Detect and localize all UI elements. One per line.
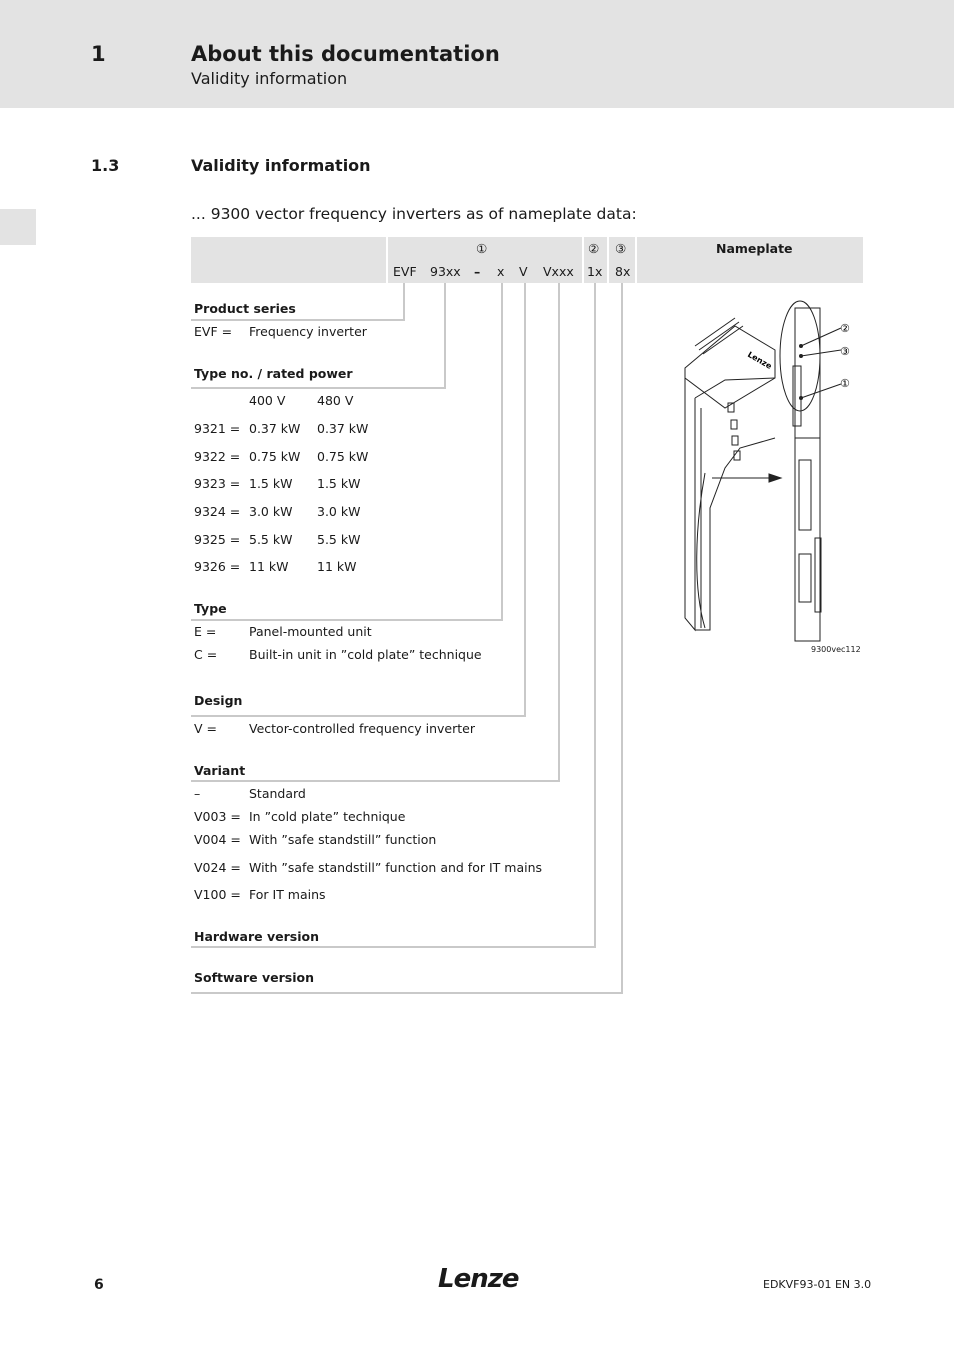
section-rule — [191, 946, 596, 948]
callout-dot — [799, 344, 803, 348]
section-rule — [191, 992, 623, 994]
code-part: x — [497, 264, 505, 279]
type-no-480: 0.75 kW — [317, 449, 369, 464]
type-no-480: 5.5 kW — [317, 532, 361, 547]
code-part: – — [474, 264, 481, 279]
marker-1: ① — [476, 241, 488, 256]
lenze-logo: Lenze — [438, 1264, 519, 1294]
callout-2: ② — [840, 322, 850, 335]
type-no-code: 9326 = — [194, 559, 241, 574]
code-part: 1x — [587, 264, 603, 279]
variant-desc: In ”cold plate” technique — [249, 809, 406, 824]
type-no-400: 3.0 kW — [249, 504, 293, 519]
header-separator — [607, 237, 609, 283]
figure-caption: 9300vec112 — [811, 645, 861, 654]
header-separator — [386, 237, 388, 283]
type-no-480: 11 kW — [317, 559, 357, 574]
callout-3: ③ — [840, 345, 850, 358]
side-tab-marker — [0, 209, 36, 245]
code-part: EVF — [393, 264, 417, 279]
type-no-code: 9325 = — [194, 532, 241, 547]
type-no-400: 5.5 kW — [249, 532, 293, 547]
type-no-code: 9323 = — [194, 476, 241, 491]
section-rule — [191, 715, 526, 717]
type-title: Type — [194, 601, 227, 616]
code-part: V — [519, 264, 528, 279]
marker-3: ③ — [615, 241, 627, 256]
product-series-desc: Frequency inverter — [249, 324, 367, 339]
chapter-subtitle: Validity information — [191, 69, 348, 88]
section-title: Validity information — [191, 156, 371, 175]
type-no-480: 3.0 kW — [317, 504, 361, 519]
section-intro: ... 9300 vector frequency inverters as of nameplate data: — [191, 205, 637, 223]
product-series-title: Product series — [194, 301, 296, 316]
type-no-code: 9321 = — [194, 421, 241, 436]
type-no-480: 0.37 kW — [317, 421, 369, 436]
variant-code: V100 = — [194, 887, 241, 902]
type-no-code: 9324 = — [194, 504, 241, 519]
code-part: Vxxx — [543, 264, 574, 279]
type-no-400: 1.5 kW — [249, 476, 293, 491]
leader-line-type — [501, 283, 503, 621]
type-no-400: 0.75 kW — [249, 449, 301, 464]
page-number: 6 — [94, 1277, 104, 1293]
section-rule — [191, 319, 405, 321]
hardware-title: Hardware version — [194, 929, 319, 944]
type-no-480: 1.5 kW — [317, 476, 361, 491]
callout-dot — [799, 354, 803, 358]
variant-code: V004 = — [194, 832, 241, 847]
design-code: V = — [194, 721, 217, 736]
nameplate-illustration — [665, 298, 860, 643]
nameplate-label: Nameplate — [716, 241, 793, 256]
leader-line-type-no — [444, 283, 446, 389]
leader-line-product-series — [403, 283, 405, 321]
variant-desc: For IT mains — [249, 887, 326, 902]
callout-dot — [799, 396, 803, 400]
col-400v: 400 V — [249, 393, 286, 408]
type-no-code: 9322 = — [194, 449, 241, 464]
variant-code: – — [194, 786, 201, 801]
code-part: 8x — [615, 264, 631, 279]
chapter-number: 1 — [91, 42, 106, 66]
type-no-400: 0.37 kW — [249, 421, 301, 436]
type-desc: Panel-mounted unit — [249, 624, 372, 639]
type-no-title: Type no. / rated power — [194, 366, 353, 381]
type-code: E = — [194, 624, 217, 639]
callout-1: ① — [840, 377, 850, 390]
marker-2: ② — [588, 241, 600, 256]
document-id: EDKVF93-01 EN 3.0 — [763, 1278, 872, 1291]
leader-line-hardware — [594, 283, 596, 948]
design-desc: Vector-controlled frequency inverter — [249, 721, 475, 736]
design-title: Design — [194, 693, 243, 708]
variant-code: V024 = — [194, 860, 241, 875]
variant-title: Variant — [194, 763, 246, 778]
type-no-400: 11 kW — [249, 559, 289, 574]
section-rule — [191, 387, 446, 389]
variant-desc: With ”safe standstill” function and for IT mains — [249, 860, 543, 875]
leader-line-software — [621, 283, 623, 994]
software-title: Software version — [194, 970, 314, 985]
variant-code: V003 = — [194, 809, 241, 824]
type-code: C = — [194, 647, 218, 662]
header-separator — [635, 237, 637, 283]
section-rule — [191, 780, 560, 782]
leader-line-design — [524, 283, 526, 717]
leader-line-variant — [558, 283, 560, 781]
col-480v: 480 V — [317, 393, 354, 408]
section-number: 1.3 — [91, 156, 120, 175]
code-part: 93xx — [430, 264, 461, 279]
section-rule — [191, 619, 503, 621]
device-brand: Lenze — [746, 349, 774, 371]
variant-desc: With ”safe standstill” function — [249, 832, 437, 847]
variant-desc: Standard — [249, 786, 306, 801]
chapter-title: About this documentation — [191, 42, 500, 66]
type-desc: Built-in unit in ”cold plate” technique — [249, 647, 482, 662]
product-series-code: EVF = — [194, 324, 233, 339]
header-separator — [582, 237, 584, 283]
